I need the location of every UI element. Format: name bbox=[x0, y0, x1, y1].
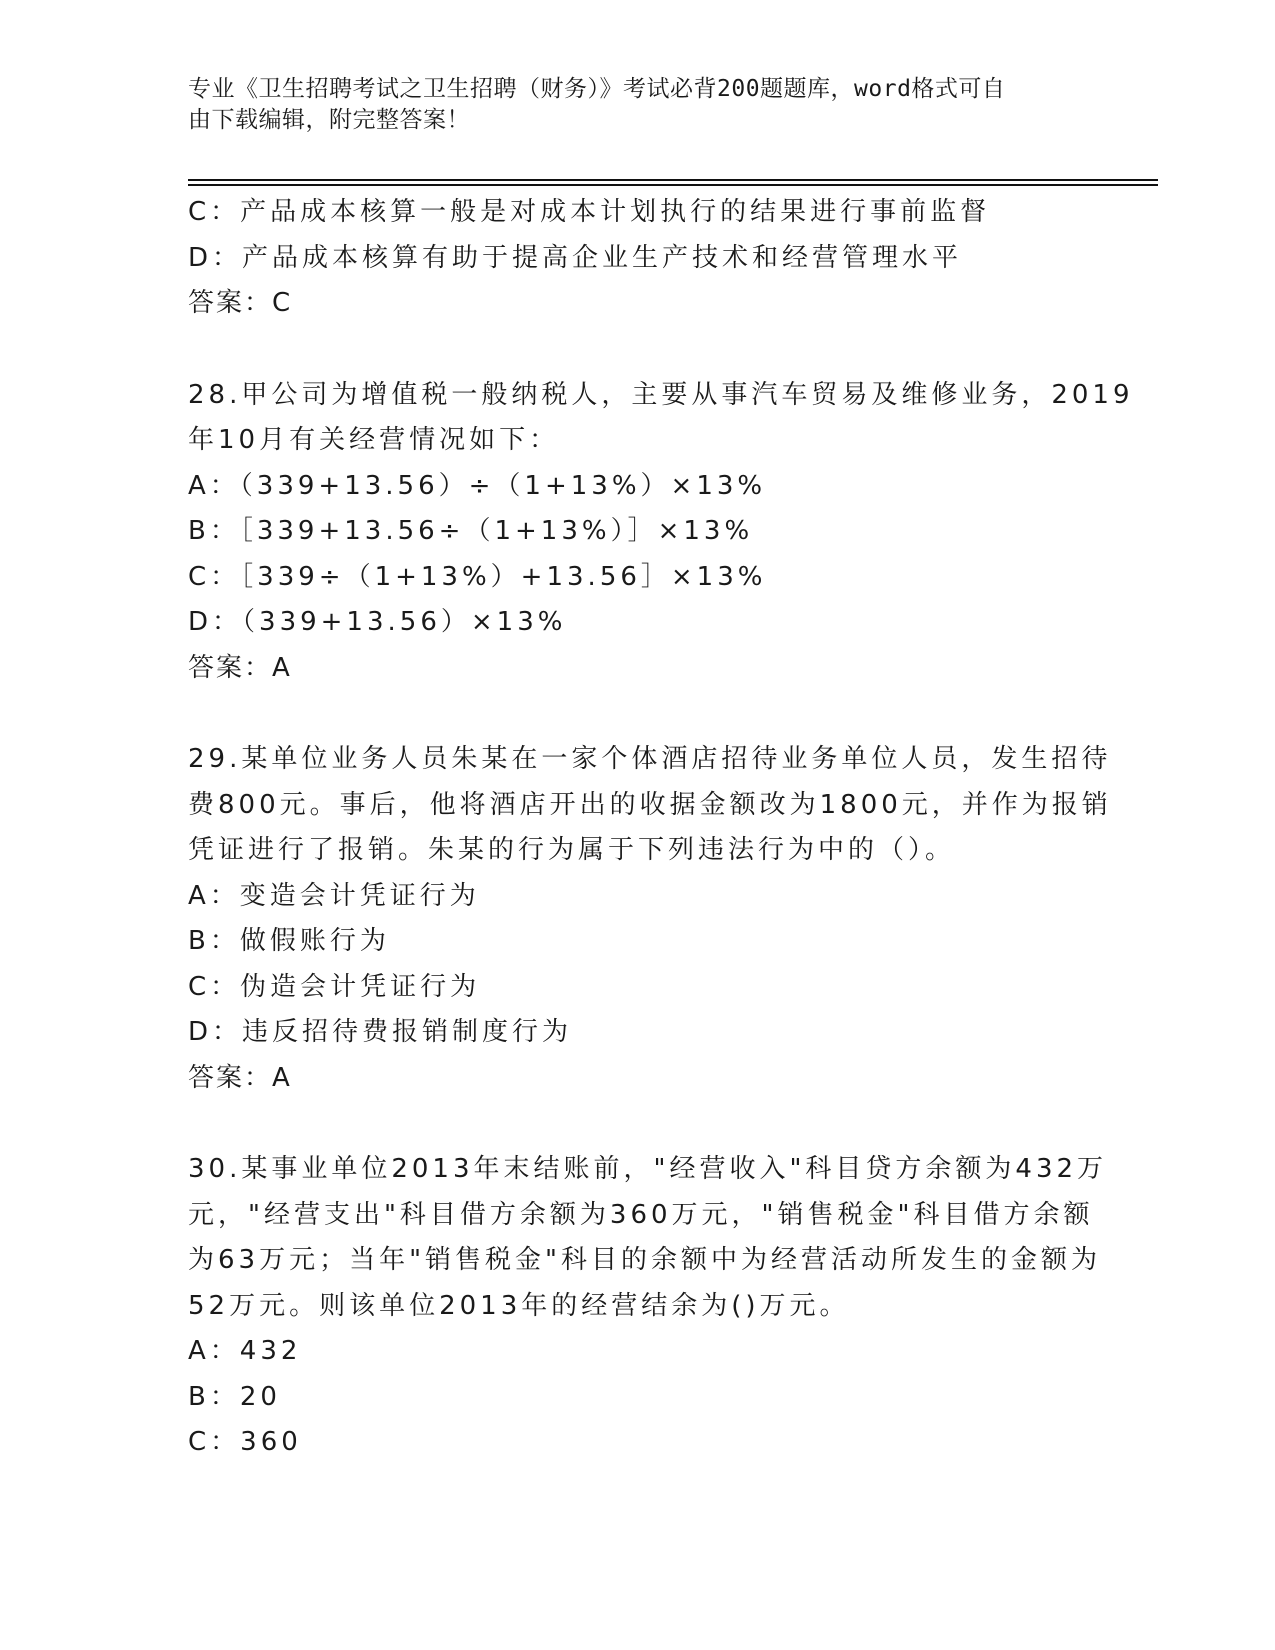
question-stem-line: 28.甲公司为增值税一般纳税人，主要从事汽车贸易及维修业务，2019 bbox=[188, 379, 1134, 410]
question-30 bbox=[188, 1147, 1108, 1466]
answer-line bbox=[188, 646, 1088, 692]
spacer bbox=[188, 691, 1088, 737]
answer-label: 答案： bbox=[188, 1062, 273, 1093]
answer-label: 答案： bbox=[188, 288, 273, 318]
option-b: B：［339+13.56÷（1+13%）］×13% bbox=[188, 516, 754, 546]
option-a: A：（339+13.56）÷（1+13%）×13% bbox=[188, 470, 767, 501]
question-stem-line: 为63万元；当年"销售税金"科目的余额中为经营活动所发生的金额为 bbox=[188, 1245, 1102, 1275]
header-line-2: 由下载编辑，附完整答案！ bbox=[188, 107, 470, 133]
document-body bbox=[188, 190, 1134, 1466]
option-a: A：432 bbox=[188, 1336, 302, 1366]
option-c: C：360 bbox=[188, 1427, 302, 1457]
answer-label: 答案： bbox=[188, 652, 273, 683]
option-b: B：做假账行为 bbox=[188, 926, 390, 956]
question-stem-line: 费800元。事后，他将酒店开出的收据金额改为1800元，并作为报销 bbox=[188, 789, 1112, 820]
question-stem-line: 30.某事业单位2013年末结账前，"经营收入"科目贷方余额为432万 bbox=[188, 1154, 1108, 1184]
option-c: C：［339÷（1+13%）+13.56］×13% bbox=[188, 561, 767, 592]
answer-line bbox=[188, 1056, 1088, 1102]
option-d: D：（339+13.56）×13% bbox=[188, 607, 567, 637]
header-line-1: 专业《卫生招聘考试之卫生招聘（财务）》考试必背200题题库，word格式可自 bbox=[188, 76, 1006, 102]
document-header bbox=[188, 74, 1068, 136]
question-27-continued bbox=[188, 190, 1088, 327]
answer-value: C bbox=[272, 288, 292, 318]
option-c: C：伪造会计凭证行为 bbox=[188, 971, 481, 1002]
option-d: D：产品成本核算有助于提高企业生产技术和经营管理水平 bbox=[188, 242, 963, 273]
question-stem-line: 凭证进行了报销。朱某的行为属于下列违法行为中的（）。 bbox=[188, 835, 956, 865]
header-rule-top bbox=[188, 179, 1158, 181]
question-stem-line: 年10月有关经营情况如下： bbox=[188, 425, 560, 455]
header-rule-bottom bbox=[188, 184, 1158, 186]
question-stem-line: 52万元。则该单位2013年的经营结余为()万元。 bbox=[188, 1290, 850, 1321]
answer-line bbox=[188, 281, 1088, 327]
question-stem-line: 元，"经营支出"科目借方余额为360万元，"销售税金"科目借方余额 bbox=[188, 1199, 1094, 1230]
question-29 bbox=[188, 737, 1112, 1101]
answer-value: A bbox=[272, 652, 291, 683]
spacer bbox=[188, 1101, 1088, 1147]
answer-value: A bbox=[272, 1062, 291, 1093]
option-a: A：变造会计凭证行为 bbox=[188, 880, 480, 911]
option-b: B：20 bbox=[188, 1381, 281, 1412]
option-d: D：违反招待费报销制度行为 bbox=[188, 1017, 573, 1047]
option-c: C：产品成本核算一般是对成本计划执行的结果进行事前监督 bbox=[188, 197, 991, 227]
question-stem-line: 29.某单位业务人员朱某在一家个体酒店招待业务单位人员，发生招待 bbox=[188, 744, 1112, 774]
spacer bbox=[188, 327, 1088, 373]
question-28 bbox=[188, 373, 1134, 692]
